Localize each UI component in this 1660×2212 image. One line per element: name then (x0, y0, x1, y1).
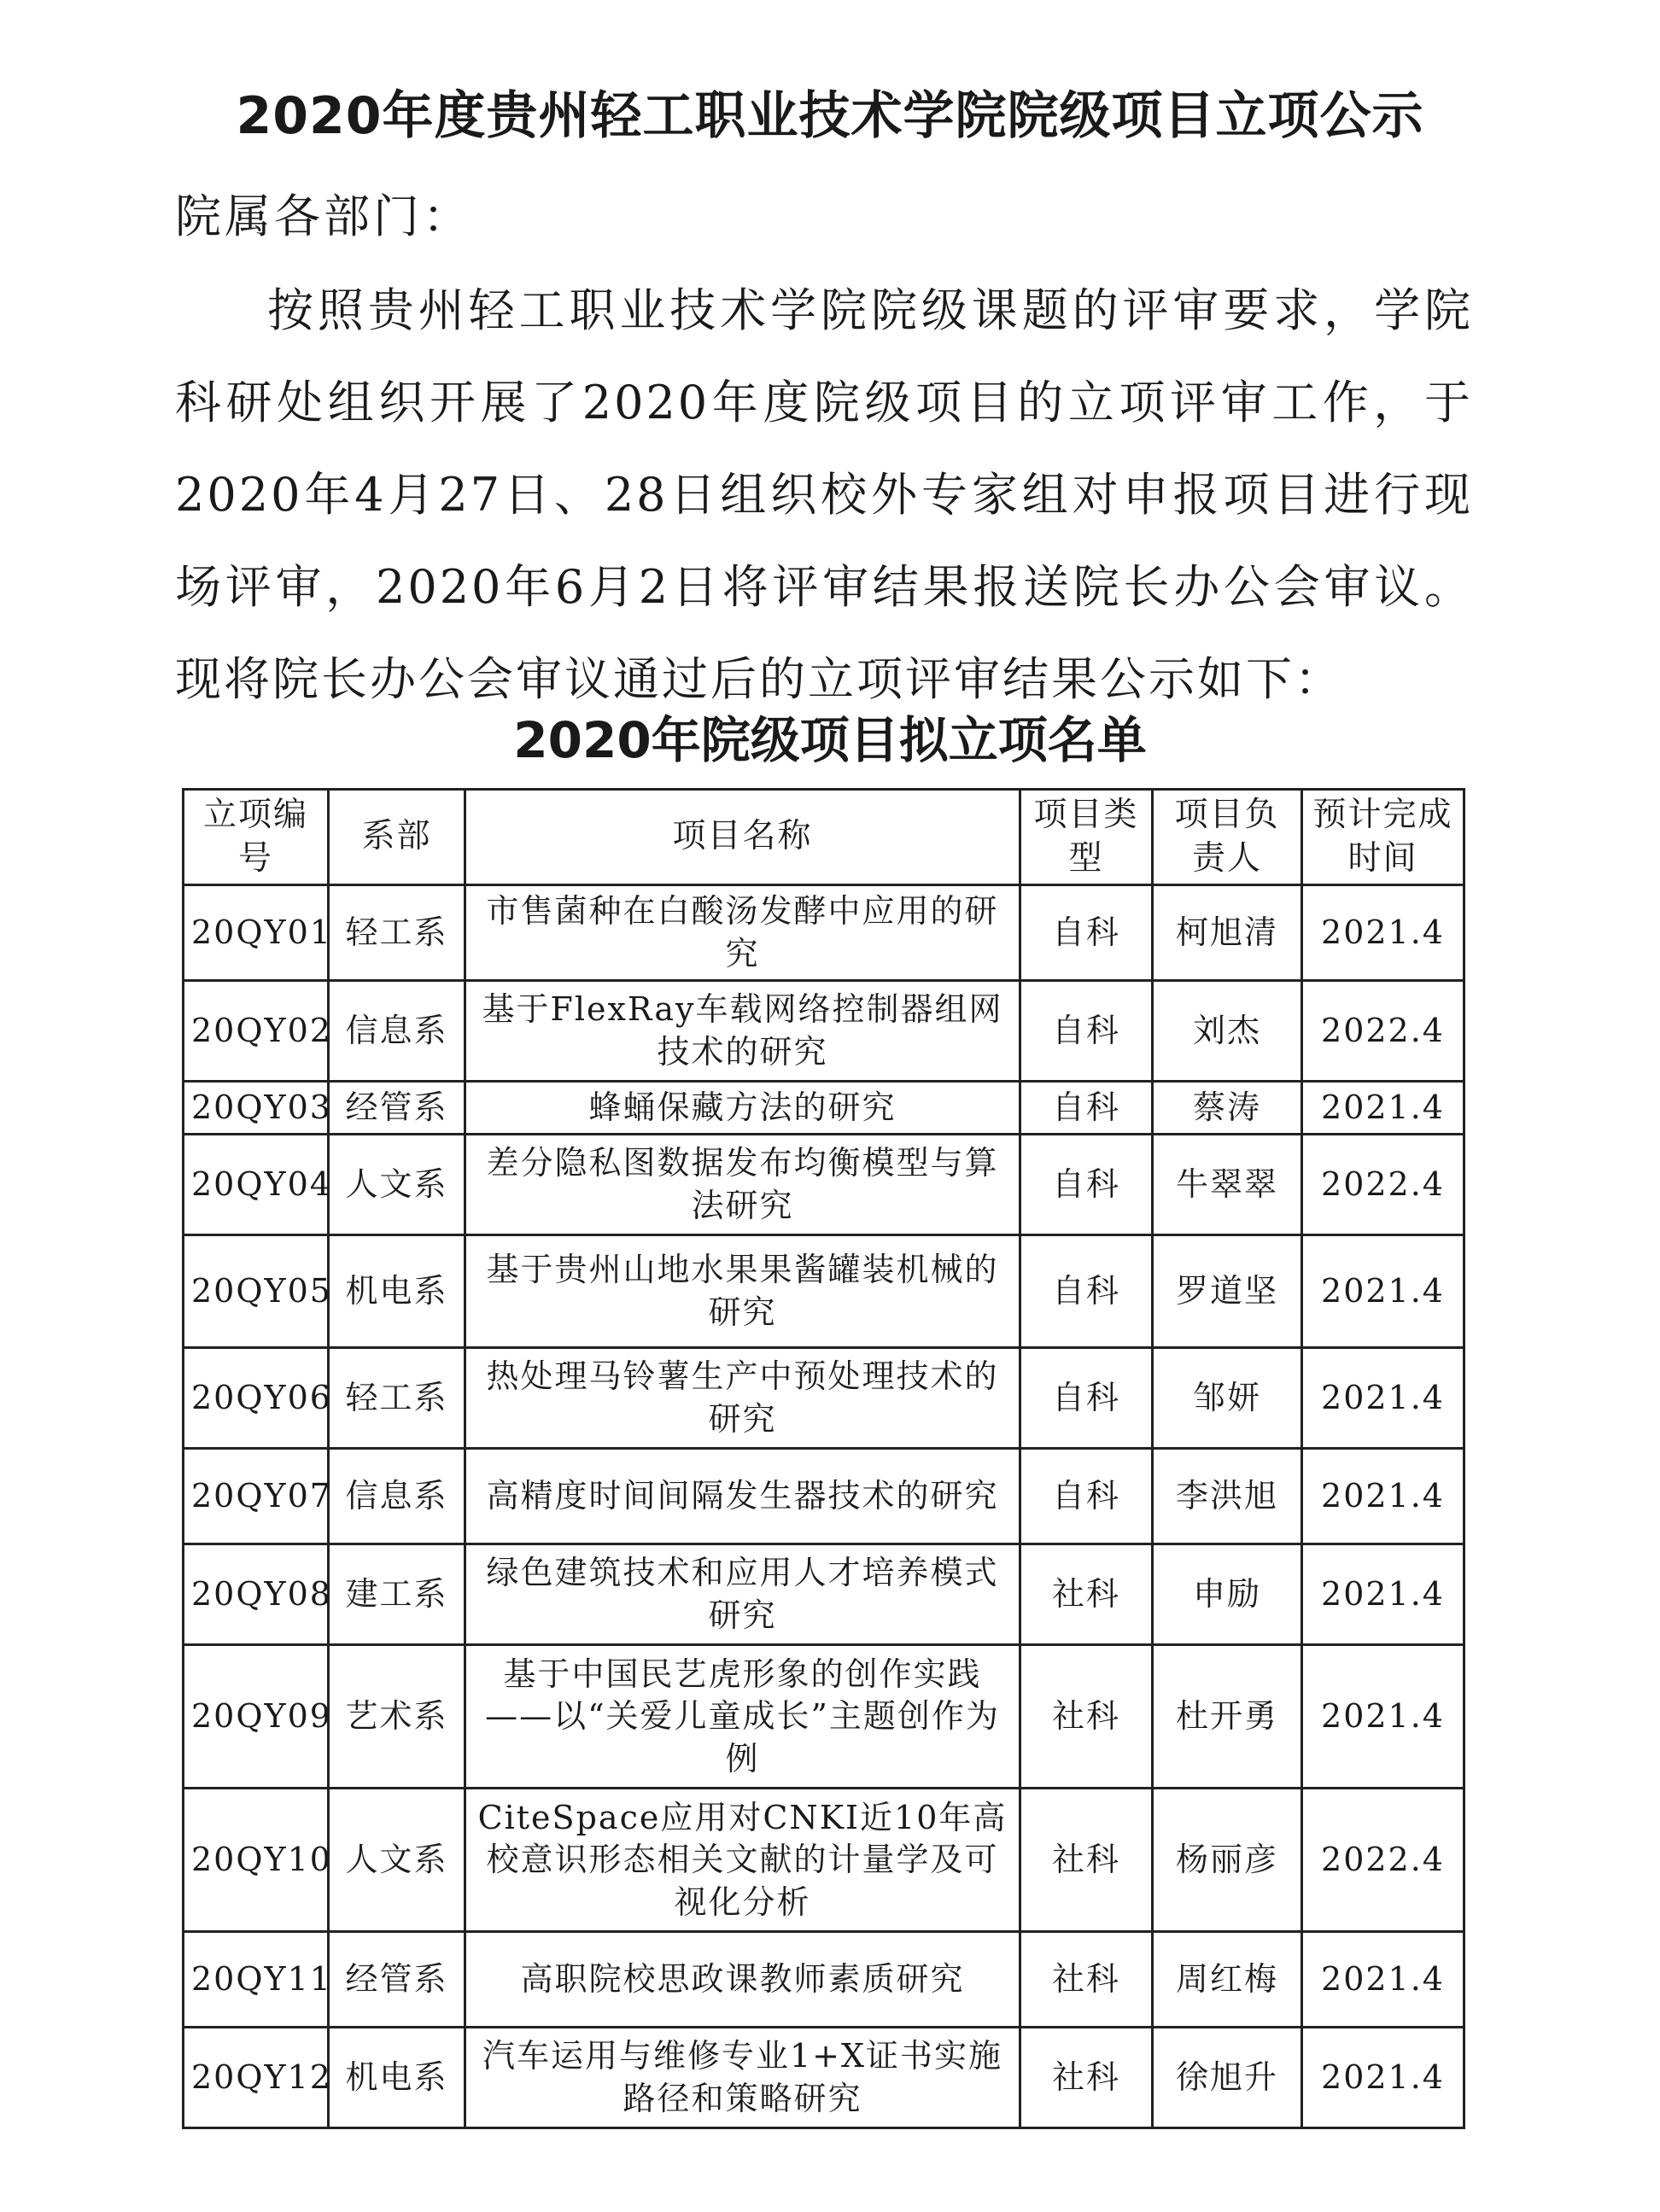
cell-date: 2021.4 (1302, 1082, 1464, 1135)
cell-name: 基于FlexRay车载网络控制器组网技术的研究 (465, 981, 1020, 1082)
header-lead: 项目负责人 (1153, 790, 1302, 885)
cell-dept: 建工系 (329, 1544, 465, 1645)
cell-name: 市售菌种在白酸汤发酵中应用的研究 (465, 885, 1020, 981)
cell-date: 2021.4 (1302, 1544, 1464, 1645)
table-row (184, 1082, 1464, 1135)
cell-dept: 人文系 (329, 1789, 465, 1932)
cell-type: 自科 (1020, 885, 1153, 981)
table-row (184, 1544, 1464, 1645)
cell-date: 2021.4 (1302, 1235, 1464, 1348)
header-code: 立项编号 (184, 790, 329, 885)
cell-type: 自科 (1020, 1348, 1153, 1449)
cell-code: 20QY04 (184, 1135, 329, 1235)
cell-type: 自科 (1020, 1082, 1153, 1135)
cell-code: 20QY09 (184, 1645, 329, 1789)
cell-type: 社科 (1020, 1645, 1153, 1789)
table-row (184, 2028, 1464, 2128)
table-row (184, 1348, 1464, 1449)
cell-lead: 蔡涛 (1153, 1082, 1302, 1135)
table-header-row (184, 790, 1464, 885)
header-type: 项目类型 (1020, 790, 1153, 885)
cell-dept: 信息系 (329, 1449, 465, 1544)
cell-name: 绿色建筑技术和应用人才培养模式研究 (465, 1544, 1020, 1645)
cell-name: 高职院校思政课教师素质研究 (465, 1932, 1020, 2028)
cell-code: 20QY02 (184, 981, 329, 1082)
cell-type: 社科 (1020, 2028, 1153, 2128)
cell-type: 社科 (1020, 1932, 1153, 2028)
cell-date: 2022.4 (1302, 1135, 1464, 1235)
cell-name: 基于中国民艺虎形象的创作实践——以“关爱儿童成长”主题创作为例 (465, 1645, 1020, 1789)
cell-type: 自科 (1020, 1235, 1153, 1348)
cell-lead: 柯旭清 (1153, 885, 1302, 981)
cell-lead: 罗道坚 (1153, 1235, 1302, 1348)
page-title: 2020年度贵州轻工职业技术学院院级项目立项公示 (236, 86, 1424, 146)
cell-code: 20QY01 (184, 885, 329, 981)
cell-type: 社科 (1020, 1544, 1153, 1645)
header-dept: 系部 (329, 790, 465, 885)
table-row (184, 1645, 1464, 1789)
projects-table (182, 788, 1465, 2129)
cell-name: 高精度时间间隔发生器技术的研究 (465, 1449, 1020, 1544)
cell-name: 差分隐私图数据发布均衡模型与算法研究 (465, 1135, 1020, 1235)
header-name: 项目名称 (465, 790, 1020, 885)
cell-code: 20QY05 (184, 1235, 329, 1348)
cell-date: 2022.4 (1302, 1789, 1464, 1932)
cell-dept: 经管系 (329, 1932, 465, 2028)
table-row (184, 1135, 1464, 1235)
table-row (184, 981, 1464, 1082)
cell-code: 20QY12 (184, 2028, 329, 2128)
cell-dept: 信息系 (329, 981, 465, 1082)
body-paragraph: 按照贵州轻工职业技术学院院级课题的评审要求，学院科研处组织开展了2020年度院级项目的立项评审工作，于2020年4月27日、28日组织校外专家组对申报项目进行现场评审，2020年6月2日将评审结果报送院长办公会审议。现将院长办公会审议通过后的立项评审结果公示如下： (175, 283, 1473, 706)
cell-dept: 轻工系 (329, 1348, 465, 1449)
cell-lead: 杜开勇 (1153, 1645, 1302, 1789)
cell-name: 热处理马铃薯生产中预处理技术的研究 (465, 1348, 1020, 1449)
salutation: 院属各部门： (175, 190, 472, 243)
cell-name: 蜂蛹保藏方法的研究 (465, 1082, 1020, 1135)
table-title: 2020年院级项目拟立项名单 (513, 711, 1147, 769)
cell-type: 社科 (1020, 1789, 1153, 1932)
cell-lead: 周红梅 (1153, 1932, 1302, 2028)
cell-dept: 机电系 (329, 2028, 465, 2128)
table-row (184, 885, 1464, 981)
header-date: 预计完成时间 (1302, 790, 1464, 885)
cell-code: 20QY07 (184, 1449, 329, 1544)
cell-type: 自科 (1020, 981, 1153, 1082)
cell-type: 自科 (1020, 1449, 1153, 1544)
cell-name: 汽车运用与维修专业1+X证书实施路径和策略研究 (465, 2028, 1020, 2128)
cell-name: 基于贵州山地水果果酱罐装机械的研究 (465, 1235, 1020, 1348)
cell-date: 2021.4 (1302, 1932, 1464, 2028)
table-row (184, 1235, 1464, 1348)
table-row (184, 1789, 1464, 1932)
table-row (184, 1932, 1464, 2028)
cell-date: 2021.4 (1302, 1645, 1464, 1789)
cell-type: 自科 (1020, 1135, 1153, 1235)
cell-dept: 轻工系 (329, 885, 465, 981)
cell-lead: 邹妍 (1153, 1348, 1302, 1449)
cell-date: 2021.4 (1302, 2028, 1464, 2128)
cell-code: 20QY08 (184, 1544, 329, 1645)
table-row (184, 1449, 1464, 1544)
cell-code: 20QY03 (184, 1082, 329, 1135)
cell-dept: 人文系 (329, 1135, 465, 1235)
cell-date: 2022.4 (1302, 981, 1464, 1082)
cell-lead: 牛翠翠 (1153, 1135, 1302, 1235)
cell-lead: 杨丽彦 (1153, 1789, 1302, 1932)
cell-code: 20QY06 (184, 1348, 329, 1449)
cell-lead: 李洪旭 (1153, 1449, 1302, 1544)
cell-date: 2021.4 (1302, 1348, 1464, 1449)
cell-lead: 申励 (1153, 1544, 1302, 1645)
cell-lead: 徐旭升 (1153, 2028, 1302, 2128)
cell-dept: 经管系 (329, 1082, 465, 1135)
cell-dept: 艺术系 (329, 1645, 465, 1789)
cell-name: CiteSpace应用对CNKI近10年高校意识形态相关文献的计量学及可视化分析 (465, 1789, 1020, 1932)
cell-dept: 机电系 (329, 1235, 465, 1348)
cell-code: 20QY11 (184, 1932, 329, 2028)
cell-date: 2021.4 (1302, 1449, 1464, 1544)
cell-code: 20QY10 (184, 1789, 329, 1932)
cell-date: 2021.4 (1302, 885, 1464, 981)
cell-lead: 刘杰 (1153, 981, 1302, 1082)
